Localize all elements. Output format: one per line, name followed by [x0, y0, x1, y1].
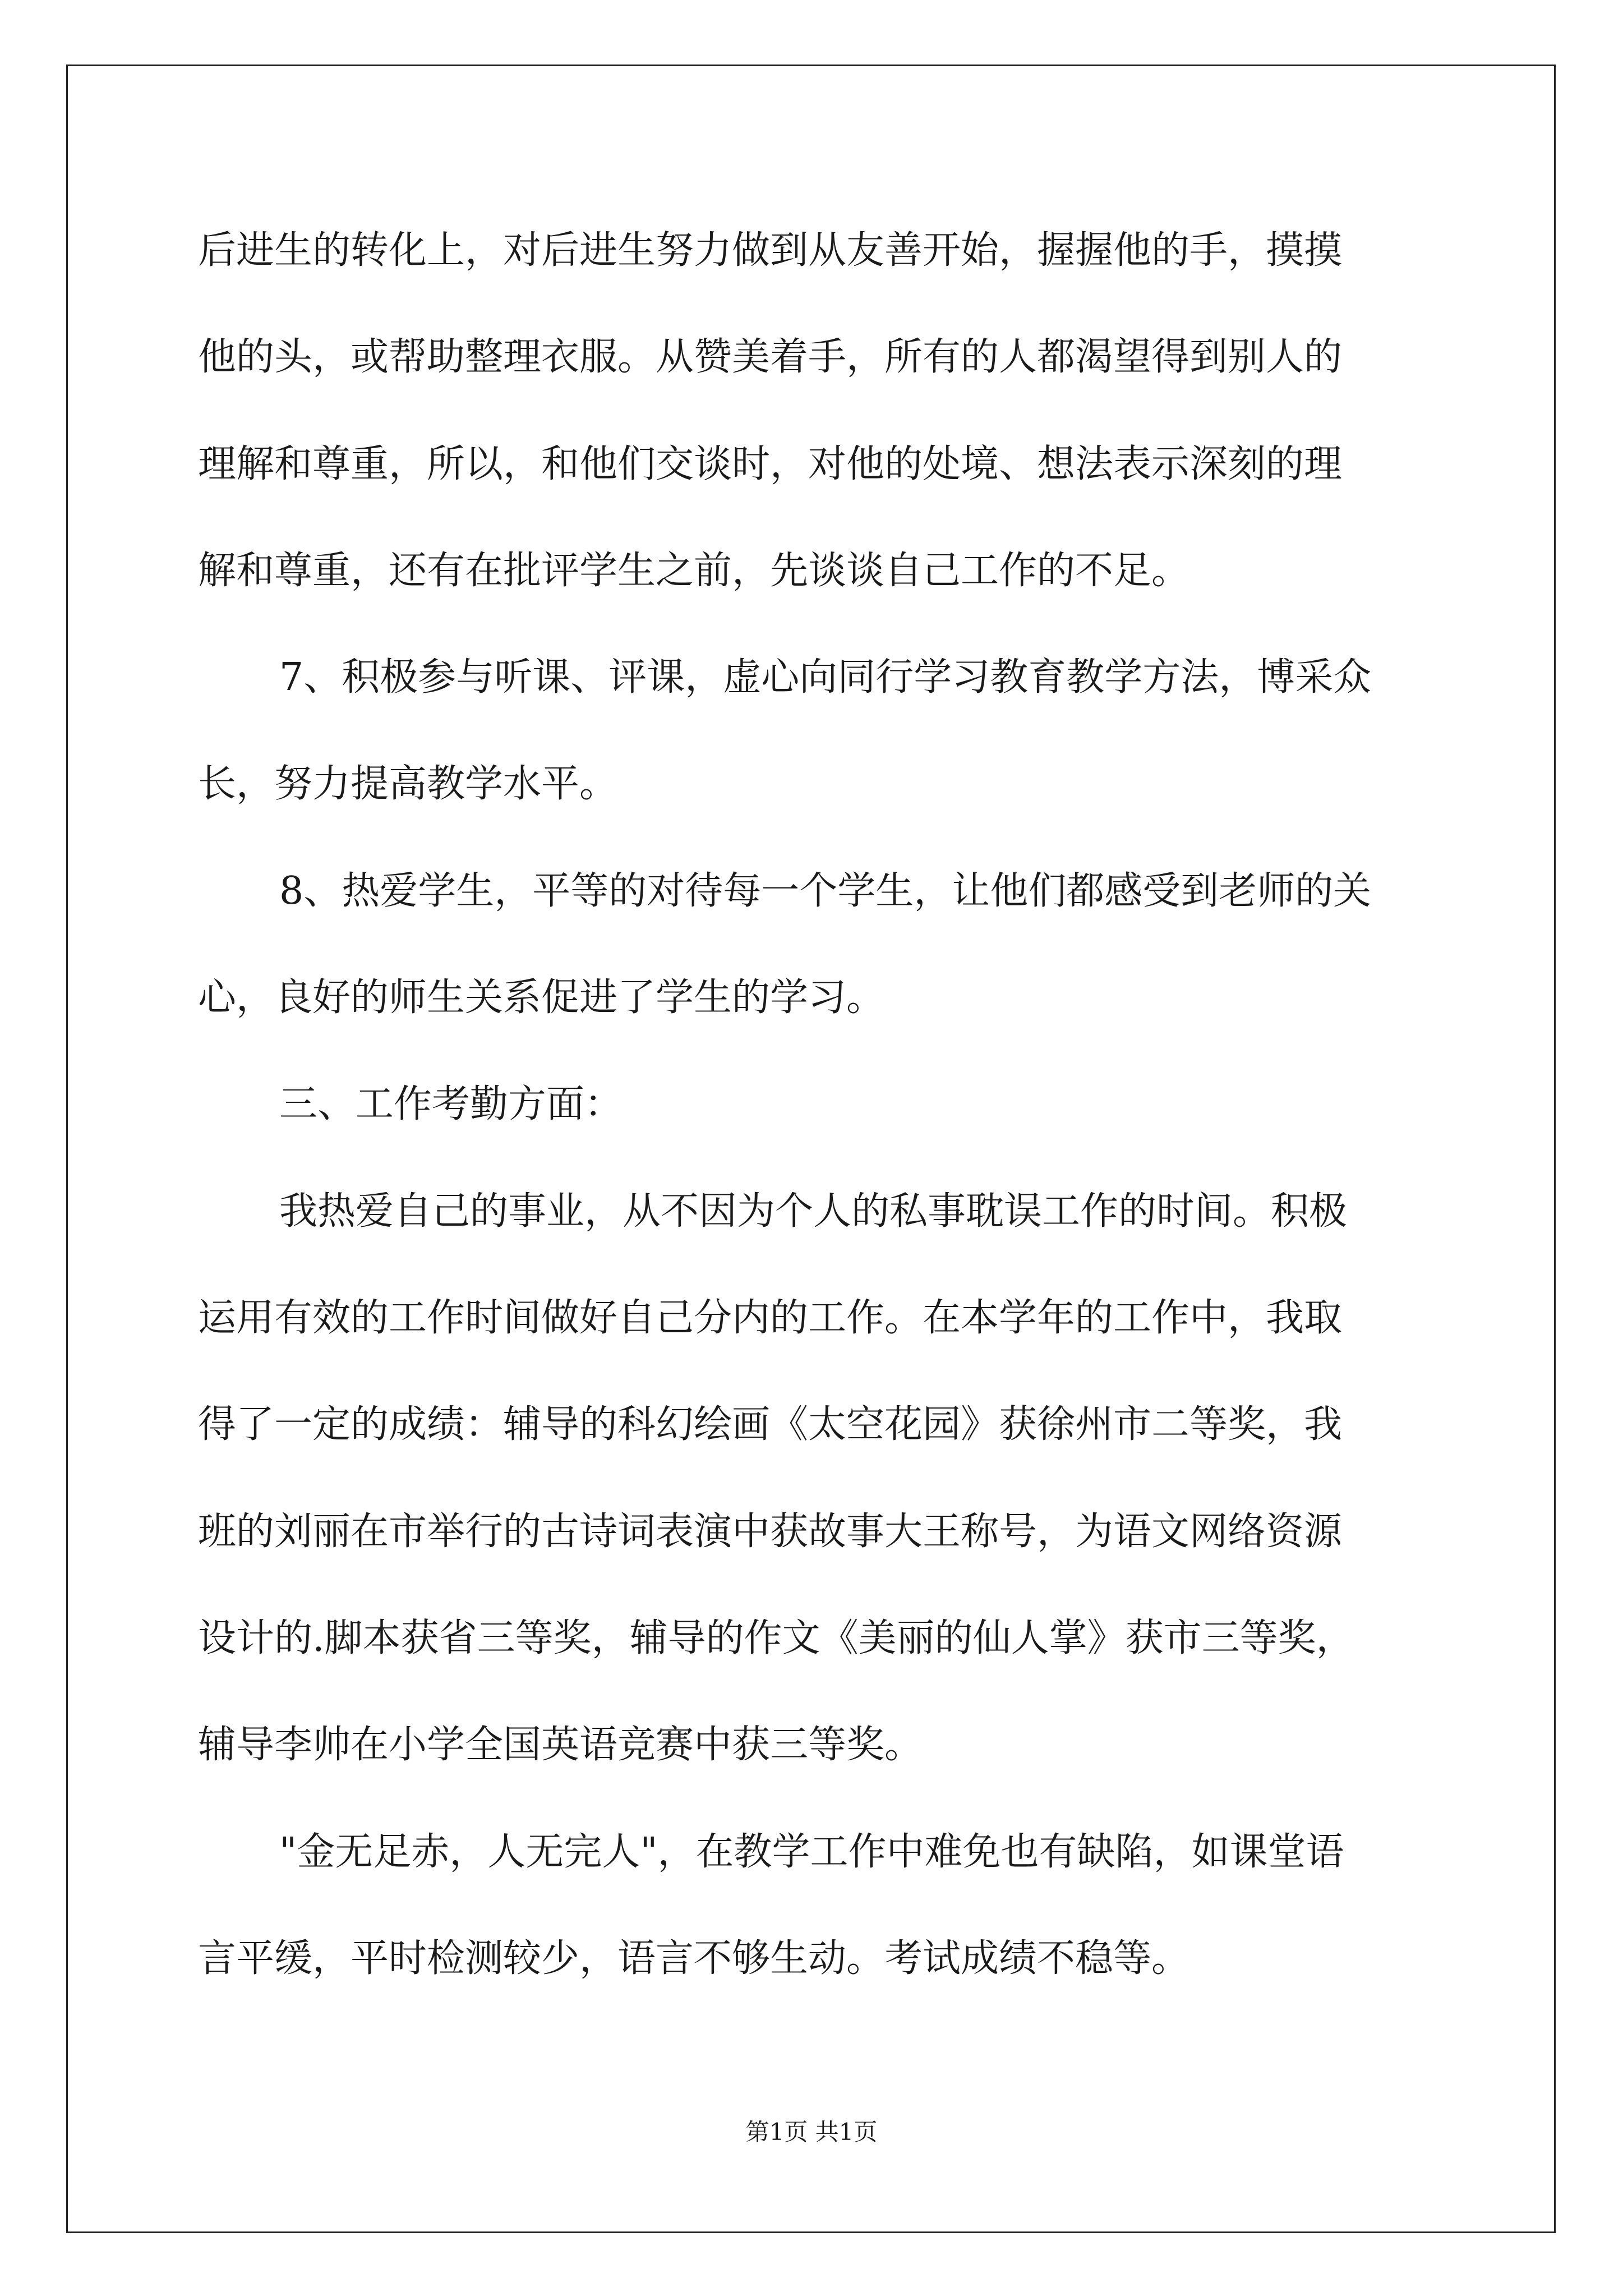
page-number-footer: 第1页 共1页 — [745, 2118, 878, 2146]
text-line: "金无足赤，人无完人"，在教学工作中难免也有缺陷，如课堂语 — [279, 1830, 1344, 1874]
text-line: 设计的.脚本获省三等奖，辅导的作文《美丽的仙人掌》获市三等奖， — [198, 1616, 1354, 1660]
section-heading: 三、工作考勤方面： — [279, 1082, 623, 1126]
text-line: 理解和尊重，所以，和他们交谈时，对他的处境、想法表示深刻的理 — [198, 442, 1343, 486]
text-line: 心，良好的师生关系促进了学生的学习。 — [198, 976, 885, 1020]
text-line: 得了一定的成绩：辅导的科幻绘画《太空花园》获徐州市二等奖，我 — [198, 1402, 1343, 1447]
text-line: 7、积极参与听课、评课，虚心向同行学习教育教学方法，博采众 — [279, 655, 1372, 700]
text-line: 辅导李帅在小学全国英语竞赛中获三等奖。 — [198, 1723, 923, 1767]
text-line: 解和尊重，还有在批评学生之前，先谈谈自己工作的不足。 — [198, 549, 1190, 593]
text-line: 班的刘丽在市举行的古诗词表演中获故事大王称号，为语文网络资源 — [198, 1510, 1343, 1554]
text-line: 长，努力提高教学水平。 — [198, 762, 618, 806]
page-border — [66, 65, 1556, 2233]
text-line: 运用有效的工作时间做好自己分内的工作。在本学年的工作中，我取 — [198, 1296, 1343, 1340]
text-line: 8、热爱学生，平等的对待每一个学生，让他们都感受到老师的关 — [279, 869, 1372, 913]
text-line: 我热爱自己的事业，从不因为个人的私事耽误工作的时间。积极 — [279, 1189, 1348, 1234]
text-line: 他的头，或帮助整理衣服。从赞美着手，所有的人都渴望得到别人的 — [198, 335, 1343, 379]
text-line: 后进生的转化上，对后进生努力做到从友善开始，握握他的手，摸摸 — [198, 228, 1343, 273]
text-line: 言平缓，平时检测较少，语言不够生动。考试成绩不稳等。 — [198, 1936, 1190, 1981]
